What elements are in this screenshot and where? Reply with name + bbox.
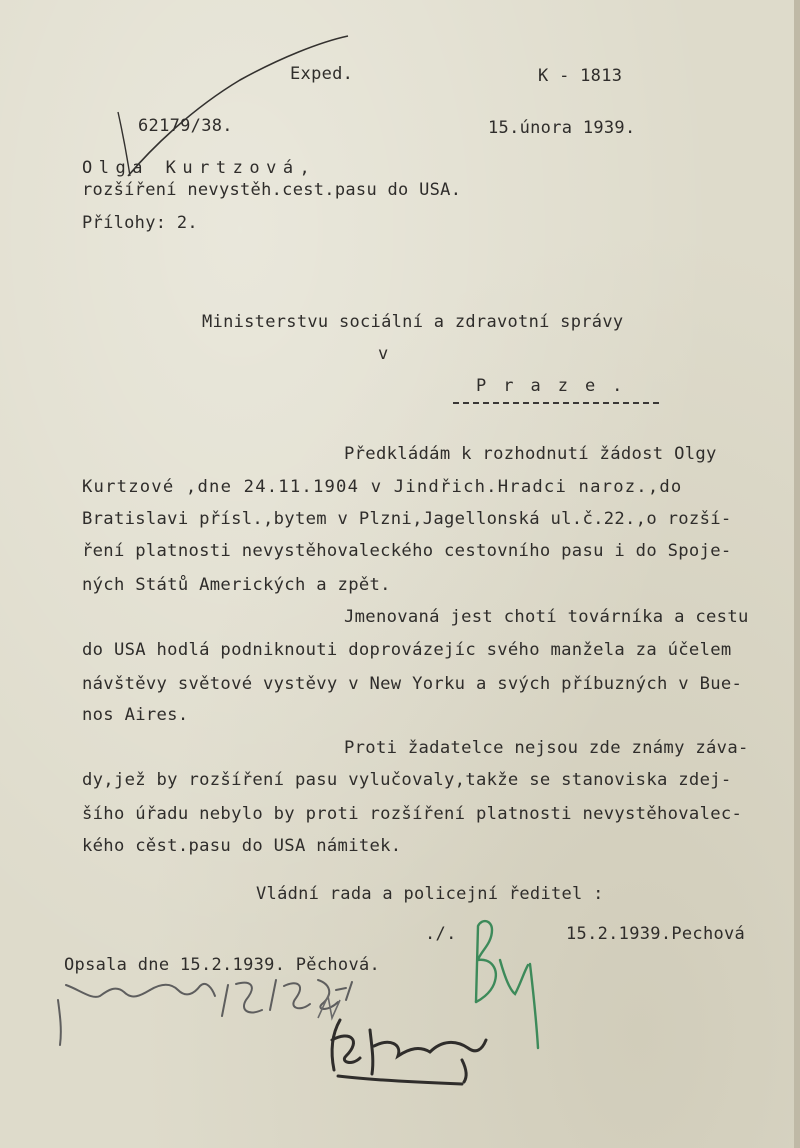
reference-number: K - 1813: [538, 66, 623, 86]
addressee-ministry: Ministerstvu sociální a zdravotní správy: [202, 312, 624, 332]
body-line-9: nos Aires.: [82, 705, 189, 725]
body-line-11: dy,jež by rozšíření pasu vylučovaly,takže se stanoviska zdej-: [82, 770, 732, 790]
file-number: 62179/38.: [138, 116, 233, 136]
body-line-13: kého cěst.pasu do USA námitek.: [82, 836, 402, 856]
body-line-8: návštěvy světové vystěvy v New Yorku a svých příbuzných v Bue-: [82, 674, 743, 694]
typed-date-signer: 15.2.1939.Pechová: [566, 924, 746, 944]
body-line-7: do USA hodlá podniknouti doprovázejíc svého manžela za účelem: [82, 640, 732, 660]
typist-note: Opsala dne 15.2.1939. Pěchová.: [64, 955, 381, 975]
body-line-5: ných Států Amerických a zpět.: [82, 575, 391, 595]
body-line-4: ření platnosti nevystěhovaleckého cestovního pasu i do Spoje-: [82, 541, 732, 561]
body-line-12: šího úřadu nebylo by proti rozšíření platnosti nevystěhovalec-: [82, 804, 743, 824]
slash-mark: ./.: [425, 924, 457, 944]
paper-edge: [794, 0, 800, 1148]
body-line-10: Proti žadatelce nejsou zde známy záva-: [344, 738, 749, 758]
body-line-1: Předkládám k rozhodnutí žádost Olgy: [344, 444, 717, 464]
addressee-city: Praze.: [476, 376, 640, 396]
body-line-2: Kurtzové ,dne 24.11.1904 v Jindřich.Hradci naroz.,do: [82, 477, 683, 497]
attachments-line: Přílohy: 2.: [82, 213, 198, 233]
city-underline: [453, 402, 659, 406]
subject-line: rozšíření nevystěh.cest.pasu do USA.: [82, 180, 462, 200]
body-line-3: Bratislavi přísl.,bytem v Plzni,Jagellonská ul.č.22.,o rozší-: [82, 509, 732, 529]
addressee-preposition: v: [378, 344, 389, 364]
signatory-title: Vládní rada a policejní ředitel :: [256, 884, 604, 904]
applicant-name: Olga Kurtzová,: [82, 158, 317, 178]
exped-label: Exped.: [290, 64, 354, 84]
body-line-6: Jmenovaná jest chotí továrníka a cestu: [344, 607, 749, 627]
document-date: 15.února 1939.: [488, 118, 636, 138]
